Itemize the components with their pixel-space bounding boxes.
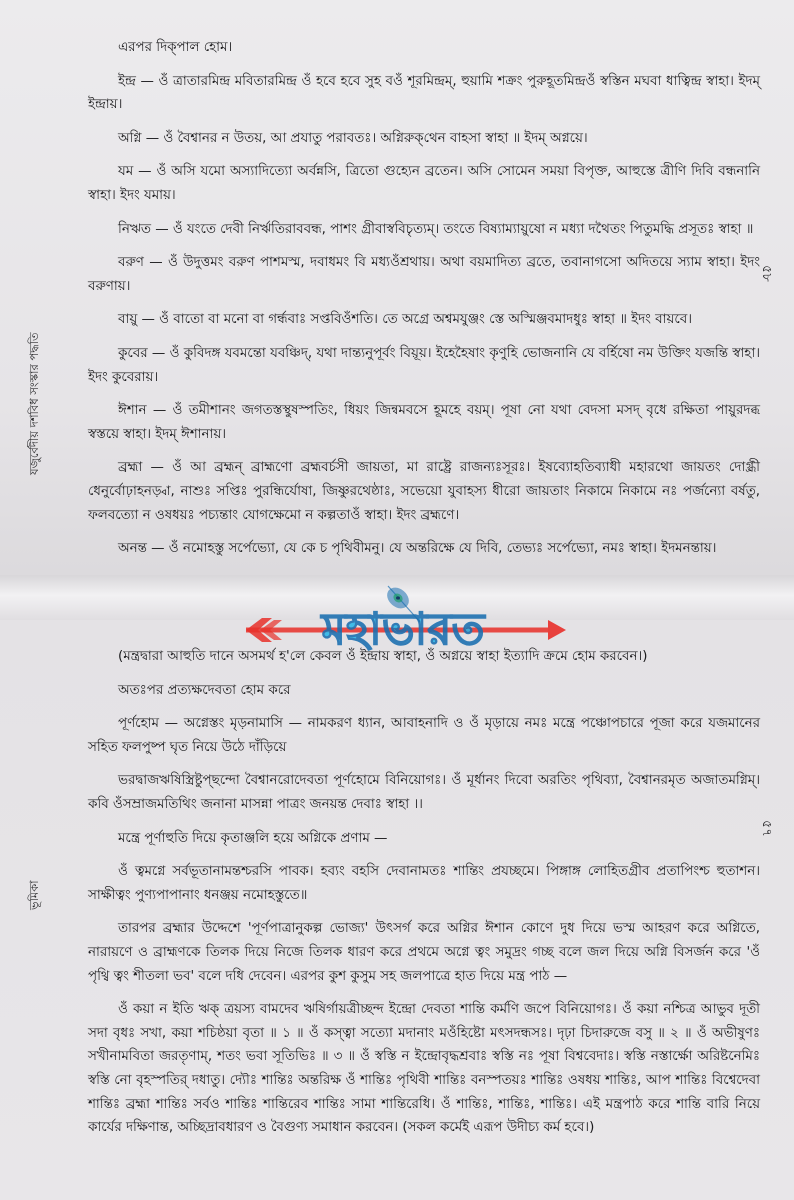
bottom-text-column <box>88 645 760 1150</box>
mantra-ananta: অনন্ত — ওঁ নমোহস্তু সর্পেভ্যো, যে কে চ পৃথিবীমনু। যে অন্তরিক্ষে যে দিবি, তেভ্যঃ সর্পেভ্যো, নমঃ স্বাহা। ইদমনন্তায়। <box>118 541 717 557</box>
mantra-ishana: ঈশান — ওঁ তমীশানং জগতস্তস্থুষস্পতিং, ধিয়ং জিন্বমবসে হূমহে বয়ম্‌। পূষা নো যথা বেদসা মসদ্‌ বৃধে রক্ষিতা পায়ুরদব্ধ স্বস্তয়ে স্বাহা। ইদম্‌ ঈশানায়। <box>88 403 760 442</box>
mantra-nirrita: নিঋত — ওঁ যংতে দেবী নির্ঋতিরাববন্ধ, পাশং গ্রীবাস্ববিচৃত্যম্‌। তংতে বিষ্যাম্যায়ুষো ন মধ্যা দথৈতং পিতুমদ্ধি প্রসূতঃ স্বাহা ॥ <box>118 221 754 237</box>
mantra-vayu: বায়ু — ওঁ বাতো বা মনো বা গর্ন্ধবাঃ সপ্তবিওঁশতি। তে অগ্রে অশ্বমযুঞ্জং স্তে অস্মিঞ্জবমাদধুঃ স্বাহা ॥ ইদং বায়বে। <box>118 312 693 328</box>
mantra-kuvera: কুবের — ওঁ কুবিদঙ্গ যবমন্তো যবঞ্চিদ্‌, যথা দান্ত্যনুপূর্বং বিয়ূয়। ইহেহৈষাং কৃণুহি ভোজনানি যে বর্হিষো নম উক্তিং যজন্তি স্বাহা। ইদং কুবেরায়। <box>88 345 760 385</box>
instruction-line: অতঃপর প্রত্যক্ষদেবতা হোম করে <box>118 682 291 698</box>
visarjan-paragraph: তারপর ব্রহ্মার উদ্দেশে 'পূর্ণপাত্রানুকল্প ভোজ্য' উৎসর্গ করে অগ্নির ঈশান কোণে দুধ দিয়ে ভস্ম আহরণ করে অগ্নিতে, নারায়ণে ও ব্রাহ্মণকে তিলক দিয়ে নিজে তিলক ধারণ করে প্রথমে অগ্নে ত্বং সমুদ্রং গচ্ছ বলে জল দিয়ে অগ্নি বিসর্জন করে 'ওঁ পৃথ্বি ত্বং শীতলা ভব' বলে দধি দেবেন। এরপর কুশ কুসুম সহ জলপাত্রে হাত দিয়ে মন্ত্র পাঠ — <box>88 921 760 984</box>
running-header-bottom: ভূমিকা <box>27 880 41 910</box>
running-header-top: যজুর্বেদীয় দশবিধ সংস্কার পদ্ধতি <box>27 332 41 475</box>
agni-pranam-mantra: ওঁ ত্বমগ্নে সর্বভূতানামন্তশ্চরসি পাবক। হব্যং বহসি দেবানামতঃ শান্তিং প্রযচ্ছমে। পিঙ্গাঙ্গ লোহিতগ্রীব প্রতাপিংশ্চ হুতাশন। সাক্ষীত্বং পুণ্যপাপানাং ধনঞ্জয় নমোহস্তুতে॥ <box>88 864 760 903</box>
mantra-varuna: বরুণ — ওঁ উদুত্তমং বরুণ পাশমস্ম, দবাধমং বি মধ্যওঁশ্রথায়। অথা বয়মাদিত্য ব্রতে, তবানাগসো অদিতয়ে স্যাম স্বাহা। ইদং বরুণায়। <box>88 255 760 294</box>
mantra-yama: যম — ওঁ অসি যমো অস্যাদিত্যো অর্বন্নসি, ত্রিতো গুহ্যেন ব্রতেন। অসি সোমেন সময়া বিপৃক্ত, আহুস্তে ত্রীণি দিবি বন্ধনানি স্বাহা। ইদং যমায়। <box>88 164 760 203</box>
top-text-column <box>88 36 760 571</box>
mantra-indra: ইন্দ্র — ওঁ ত্রাতারমিন্দ্র মবিতারমিন্দ্র ওঁ হবে হবে সুহ বওঁ শূরমিন্দ্রম্‌, হুয়ামি শক্রং পুরুহূতমিন্দ্রওঁ স্বস্তিন মঘবা ধাত্বিন্দ্র স্বাহা। ইদম্‌ ইন্দ্রায়। <box>88 73 760 113</box>
purnahoma-paragraph: পূর্ণহোম — অগ্নেস্তং মৃড়নামাসি — নামকরণ ধ্যান, আবাহনাদি ও ওঁ মৃড়ায়ে নমঃ মন্ত্রে পঞ্চোপচারে পূজা করে যজমানের সহিত ফলপুষ্প ঘৃত নিয়ে উঠে দাঁড়িয়ে <box>88 716 760 755</box>
bharadvaja-mantra: ভরদ্বাজঋষিস্ত্রিষ্টুপ্‌ছন্দো বৈশ্বানরোদেবতা পূর্ণহোমে বিনিয়োগঃ। ওঁ মূর্ধানং দিবো অরতিং পৃথিব্যা, বৈশ্বানরমৃত অজাতমগ্নিম্‌। কবি ওঁসম্রাজমতিথিং জনানা মাসন্না পাত্রং জনয়ন্ত দেবাঃ স্বাহা ।। <box>88 773 760 812</box>
section-heading: এরপর দিক্‌পাল হোম। <box>118 40 233 55</box>
shanti-mantra-paragraph: ওঁ কয়া ন ইতি ঋক্‌ ত্রয়স্য বামদেব ঋষির্গায়ত্রীচ্ছন্দ ইন্দ্রো দেবতা শান্তি কর্মণি জপে বিনিয়োগঃ। ওঁ কয়া নশ্চিত্র আভুব দূতী সদা বৃধঃ সখা, কয়া শচিষ্ঠয়া বৃতা ॥ ১ ॥ ওঁ কস্ত্বা সত্যো মদানাং মওঁহিষ্টো মৎসদন্ধসঃ। দৃঢ়া চিদারুজে বসু ॥ ২ ॥ ওঁ অভীষুণঃ সখীনামবিতা জরতৃণাম্‌, শতং ভবা সূতিভিঃ ॥ ৩ ॥ ওঁ স্বস্তি ন ইন্দ্রোবৃদ্ধশ্রবাঃ স্বস্তি নঃ পূষা বিশ্ববেদাঃ। স্বস্তি নস্তার্ক্ষো অরিষ্টনেমিঃ স্বস্তি নো বৃহস্পতির্‌ দধাতু। দ্যৌঃ শান্তিঃ অন্তরিক্ষ ওঁ শান্তিঃ পৃথিবী শান্তিঃ বনস্পতয়ঃ শান্তিঃ ওষধয় শান্তিঃ, আপ শান্তিঃ বিশ্বেদেবা শান্তিঃ ব্রহ্মা শান্তিঃ সর্বও শান্তিঃ শান্তিরেব শান্তিঃ সামা শান্তিরেধি। ওঁ শান্তিঃ, শান্তিঃ, শান্তিঃ। এই মন্ত্রপাঠ করে শান্তি বারি নিয়ে কার্যের দক্ষিণান্ত, অচ্ছিদ্রাবধারণ ও বৈগুণ্য সমাধান করবেন। (সকল কর্মেই এরূপ উদীচ্য কর্ম হবে।) <box>88 1002 760 1136</box>
pranam-instruction: মন্ত্রে পূর্ণাহুতি দিয়ে কৃতাঞ্জলি হয়ে অগ্নিকে প্রণাম — <box>118 830 388 846</box>
mantra-agni: অগ্নি — ওঁ বৈশ্বানর ন উতয়, আ প্রযাতু পরাবতঃ। অগ্নিরুক্‌থেন বাহসা স্বাহা ॥ ইদম্‌ অগ্নয়ে। <box>118 130 588 146</box>
mahabharat-logo-watermark <box>238 582 568 672</box>
mantra-brahma: ব্রহ্মা — ওঁ আ ব্রহ্মন্‌ ব্রাহ্মণো ব্রহ্মবর্চসী জায়তা, মা রাষ্ট্রে রাজন্যঃসূরঃ। ইষব্যোহতিব্যাধী মহারথো জায়তং দোগ্ধ্রী ধেনুর্বোঢ়াহনড়্বা, নাশুঃ সপ্তিঃ পুরন্ধির্যোষা, জিষ্ণুরথেষ্ঠাঃ, সভেয়ো যুবাহস্য ধীরো জায়তাং নিকামে নিকামে নঃ পর্জন্যো বর্ষতু, ফলবত্যো ন ওষধয়ঃ পচ্যন্তাং যোগক্ষেমো ন কল্পতাওঁ স্বাহা। ইদং ব্রহ্মণে। <box>88 460 760 523</box>
page-number-top: ৫৮ <box>759 265 774 282</box>
instruction-note: (মন্ত্রদ্বারা আহুতি দানে অসমর্থ হ'লে কেবল ওঁ ইন্দ্রায় স্বাহা, ওঁ অগ্নয়ে স্বাহা ইত্যাদি ক্রমে হোম করবেন।) <box>118 649 648 664</box>
page-number-bottom: ৫৭ <box>759 820 774 837</box>
watermark-text: মহাভারত <box>321 604 485 655</box>
